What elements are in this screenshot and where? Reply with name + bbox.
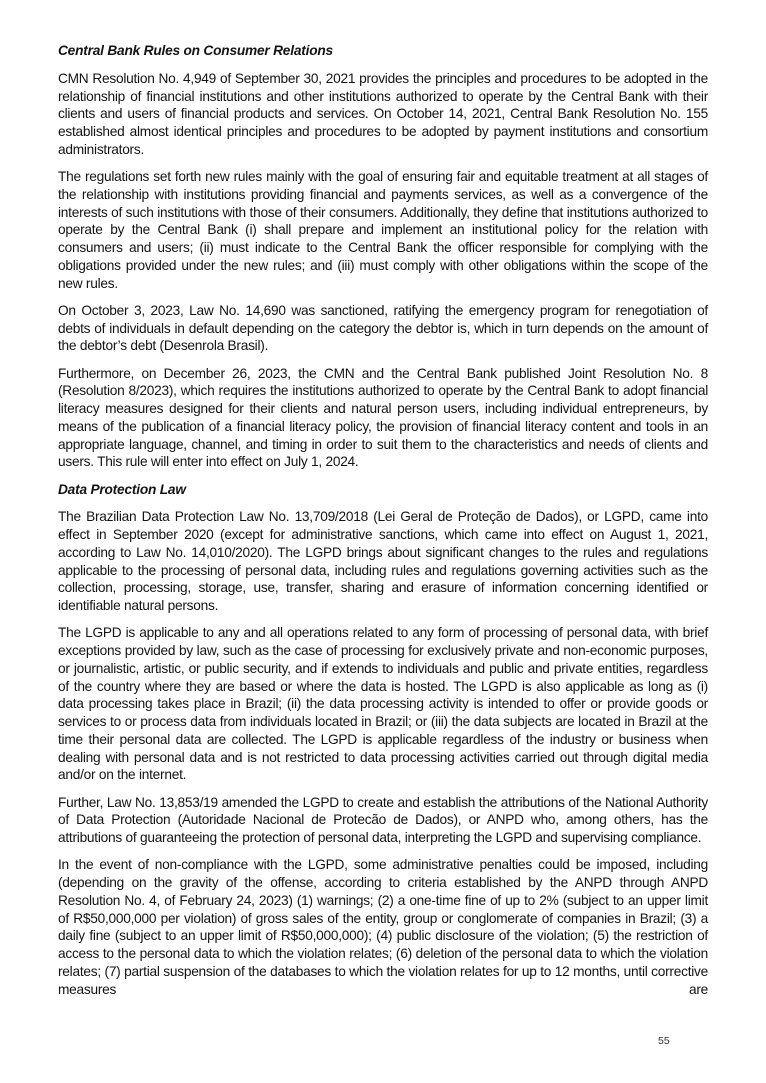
paragraph: On October 3, 2023, Law No. 14,690 was sanctioned, ratifying the emergency program for renegotiation of debts of individuals in default depending on the category the debtor is, which in turn depends on the amount of the debtor’s debt (Desenrola Brasil). [58,302,708,354]
paragraph: The regulations set forth new rules mainly with the goal of ensuring fair and equitable treatment at all stages of the relationship with institutions providing financial and payments services, as well as a convergence of the interests of such institutions with those of their consumers. Additionally, they define that institutions authorized to operate by the Central Bank (i) shall prepare and implement an institutional policy for the relation with consumers and users; (ii) must indicate to the Central Bank the officer responsible for complying with the obligations provided under the new rules; and (iii) must comply with other obligations within the scope of the new rules. [58,169,708,291]
paragraph: Furthermore, on December 26, 2023, the CMN and the Central Bank published Joint Resolution No. 8 (Resolution 8/2023), which requires the institutions authorized to operate by the Central Bank to adopt financial literacy measures designed for their clients and natural person users, including individual entrepreneurs, by means of the publication of a financial literacy policy, the provision of financial literacy content and tools in an appropriate language, channel, and timing in order to suit them to the characteristics and needs of clients and users. This rule will enter into effect on July 1, 2024. [58,365,708,470]
document-page [58,42,708,998]
paragraph: Further, Law No. 13,853/19 amended the LGPD to create and establish the attributions of the National Authority of Data Protection (Autoridade Nacional de Protecão de Dados), or ANPD who, among others, has the attributions of guaranteeing the protection of personal data, interpreting the LGPD and supervising compliance. [58,794,708,845]
paragraph: The LGPD is applicable to any and all operations related to any form of processing of personal data, with brief exceptions provided by law, such as the case of processing for exclusively private and non-economic purposes, or journalistic, artistic, or public security, and if extends to individuals and public and private entities, regardless of the country where they are based or where the data is hosted. The LGPD is also applicable as long as (i) data processing takes place in Brazil; (ii) the data processing activity is intended to offer or provide goods or services to or process data from individuals located in Brazil; or (iii) the data subjects are located in Brazil at the time their personal data are collected. The LGPD is applicable regardless of the industry or business when dealing with personal data and is not restricted to data processing activities carried out through digital media and/or on the internet. [58,625,708,783]
section-data-protection [58,481,708,999]
paragraph: In the event of non-compliance with the LGPD, some administrative penalties could be imposed, including (depending on the gravity of the offense, according to criteria established by the ANPD through ANPD Resolution No. 4, of February 24, 2023) (1) warnings; (2) a one-time fine of up to 2% (subject to an upper limit of R$50,000,000 per violation) of gross sales of the entity, group or conglomerate of companies in Brazil; (3) a daily fine (subject to an upper limit of R$50,000,000); (4) public disclosure of the violation; (5) the restriction of access to the personal data to which the violation relates; (6) deletion of the personal data to which the violation relates; (7) partial suspension of the databases to which the violation relates for up to 12 months, until corrective measures are [58,857,708,997]
page-number: 55 [658,1035,670,1047]
paragraph: The Brazilian Data Protection Law No. 13,709/2018 (Lei Geral de Proteção de Dados), or LGPD, came into effect in September 2020 (except for administrative sanctions, which came into effect on August 1, 2021, according to Law No. 14,010/2020). The LGPD brings about significant changes to the rules and regulations applicable to the processing of personal data, including rules and regulations governing activities such as the collection, processing, storage, use, transfer, sharing and erasure of information concerning identified or identifiable natural persons. [58,509,708,613]
section-consumer-relations [58,42,708,471]
section-heading: Data Protection Law [58,481,186,497]
section-heading: Central Bank Rules on Consumer Relations [58,43,333,58]
paragraph: CMN Resolution No. 4,949 of September 30, 2021 provides the principles and procedures to be adopted in the relationship of financial institutions and other institutions authorized to operate by the Central Bank with their clients and users of financial products and services. On October 14, 2021, Central Bank Resolution No. 155 established almost identical principles and procedures to be adopted by payment institutions and consortium administrators. [58,70,708,157]
